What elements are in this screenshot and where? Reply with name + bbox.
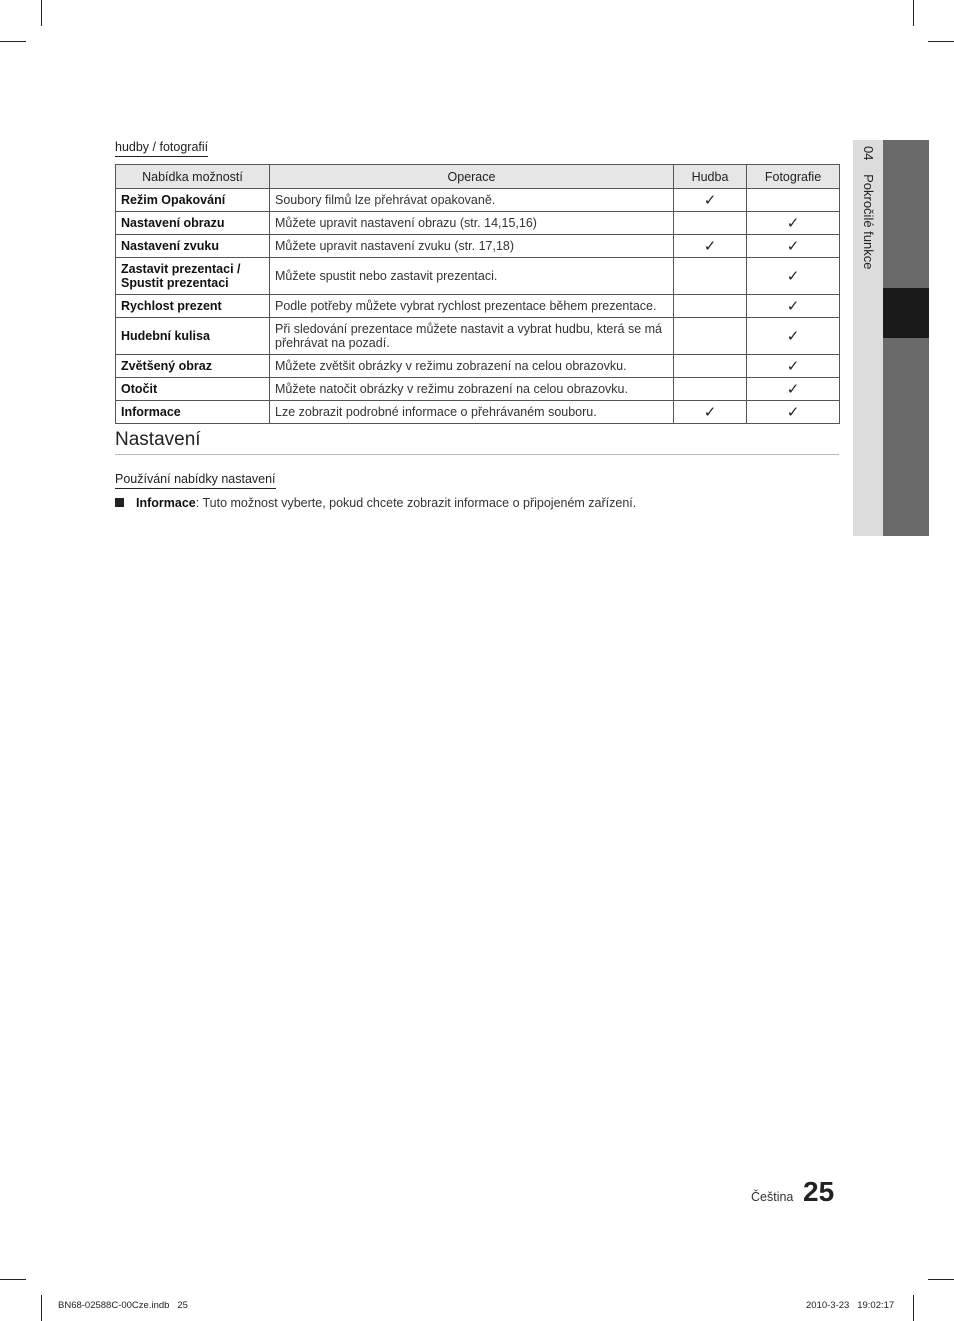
- bullet-item: [115, 496, 636, 510]
- option-operation: Můžete natočit obrázky v režimu zobrazení na celou obrazovku.: [270, 378, 674, 401]
- music-check-icon: [674, 212, 747, 235]
- option-operation: Můžete upravit nastavení zvuku (str. 17,18): [270, 235, 674, 258]
- option-name: Zastavit prezentaci / Spustit prezentaci: [116, 258, 270, 295]
- table-row: [116, 378, 840, 401]
- music-check-icon: [674, 355, 747, 378]
- photo-check-icon: ✓: [747, 401, 840, 424]
- table-row: [116, 318, 840, 355]
- option-name: Rychlost prezent: [116, 295, 270, 318]
- option-name: Hudební kulisa: [116, 318, 270, 355]
- photo-check-icon: [747, 189, 840, 212]
- imprint-date: 2010-3-23 19:02:17: [806, 1300, 895, 1311]
- side-tab-block: [883, 338, 929, 536]
- column-header-option: Nabídka možností: [116, 165, 270, 189]
- page-number: 25: [803, 1176, 835, 1207]
- option-operation: Můžete zvětšit obrázky v režimu zobrazení na celou obrazovku.: [270, 355, 674, 378]
- photo-check-icon: ✓: [747, 318, 840, 355]
- music-check-icon: [674, 295, 747, 318]
- music-check-icon: [674, 258, 747, 295]
- crop-mark: [928, 1279, 954, 1280]
- crop-mark: [928, 41, 954, 42]
- table-row: [116, 258, 840, 295]
- music-check-icon: ✓: [674, 189, 747, 212]
- option-name: Nastavení obrazu: [116, 212, 270, 235]
- crop-mark: [41, 1295, 42, 1321]
- options-table: [115, 164, 840, 424]
- chapter-side-tab: [853, 140, 929, 536]
- crop-mark: [913, 1295, 914, 1321]
- option-name: Otočit: [116, 378, 270, 401]
- table-row: [116, 401, 840, 424]
- music-check-icon: ✓: [674, 235, 747, 258]
- photo-check-icon: ✓: [747, 295, 840, 318]
- section-subtitle: hudby / fotografií: [115, 140, 208, 157]
- option-operation: Při sledování prezentace můžete nastavit a vybrat hudbu, která se má přehrávat na pozadí.: [270, 318, 674, 355]
- table-row: [116, 355, 840, 378]
- crop-mark: [0, 41, 26, 42]
- option-name: Režim Opakování: [116, 189, 270, 212]
- chapter-label: [861, 146, 876, 269]
- settings-subheading: Používání nabídky nastavení: [115, 472, 276, 489]
- square-bullet-icon: [115, 498, 124, 507]
- table-header-row: [116, 165, 840, 189]
- side-tab-light-strip: [853, 140, 883, 536]
- option-operation: Lze zobrazit podrobné informace o přehrávaném souboru.: [270, 401, 674, 424]
- imprint-file: BN68-02588C-00Cze.indb 25: [58, 1300, 188, 1311]
- side-tab-block: [883, 140, 929, 288]
- crop-mark: [913, 0, 914, 26]
- table-row: [116, 189, 840, 212]
- table-row: [116, 212, 840, 235]
- table-row: [116, 295, 840, 318]
- music-check-icon: [674, 318, 747, 355]
- crop-mark: [41, 0, 42, 26]
- photo-check-icon: ✓: [747, 258, 840, 295]
- option-name: Informace: [116, 401, 270, 424]
- option-name: Zvětšený obraz: [116, 355, 270, 378]
- option-name: Nastavení zvuku: [116, 235, 270, 258]
- column-header-music: Hudba: [674, 165, 747, 189]
- option-operation: Soubory filmů lze přehrávat opakovaně.: [270, 189, 674, 212]
- bullet-text: : Tuto možnost vyberte, pokud chcete zobrazit informace o připojeném zařízení.: [195, 496, 637, 510]
- chapter-title: Pokročilé funkce: [861, 174, 876, 270]
- settings-heading: Nastavení: [115, 429, 839, 455]
- option-operation: Podle potřeby můžete vybrat rychlost prezentace během prezentace.: [270, 295, 674, 318]
- chapter-number: 04: [861, 146, 876, 161]
- table-row: [116, 235, 840, 258]
- option-operation: Můžete upravit nastavení obrazu (str. 14,15,16): [270, 212, 674, 235]
- photo-check-icon: ✓: [747, 378, 840, 401]
- column-header-photo: Fotografie: [747, 165, 840, 189]
- column-header-operation: Operace: [270, 165, 674, 189]
- music-check-icon: [674, 378, 747, 401]
- bullet-term: Informace: [136, 496, 196, 510]
- side-tab-active-marker: [883, 288, 929, 338]
- option-operation: Můžete spustit nebo zastavit prezentaci.: [270, 258, 674, 295]
- photo-check-icon: ✓: [747, 355, 840, 378]
- photo-check-icon: ✓: [747, 235, 840, 258]
- photo-check-icon: ✓: [747, 212, 840, 235]
- footer-language: Čeština: [751, 1190, 794, 1204]
- music-check-icon: ✓: [674, 401, 747, 424]
- crop-mark: [0, 1279, 26, 1280]
